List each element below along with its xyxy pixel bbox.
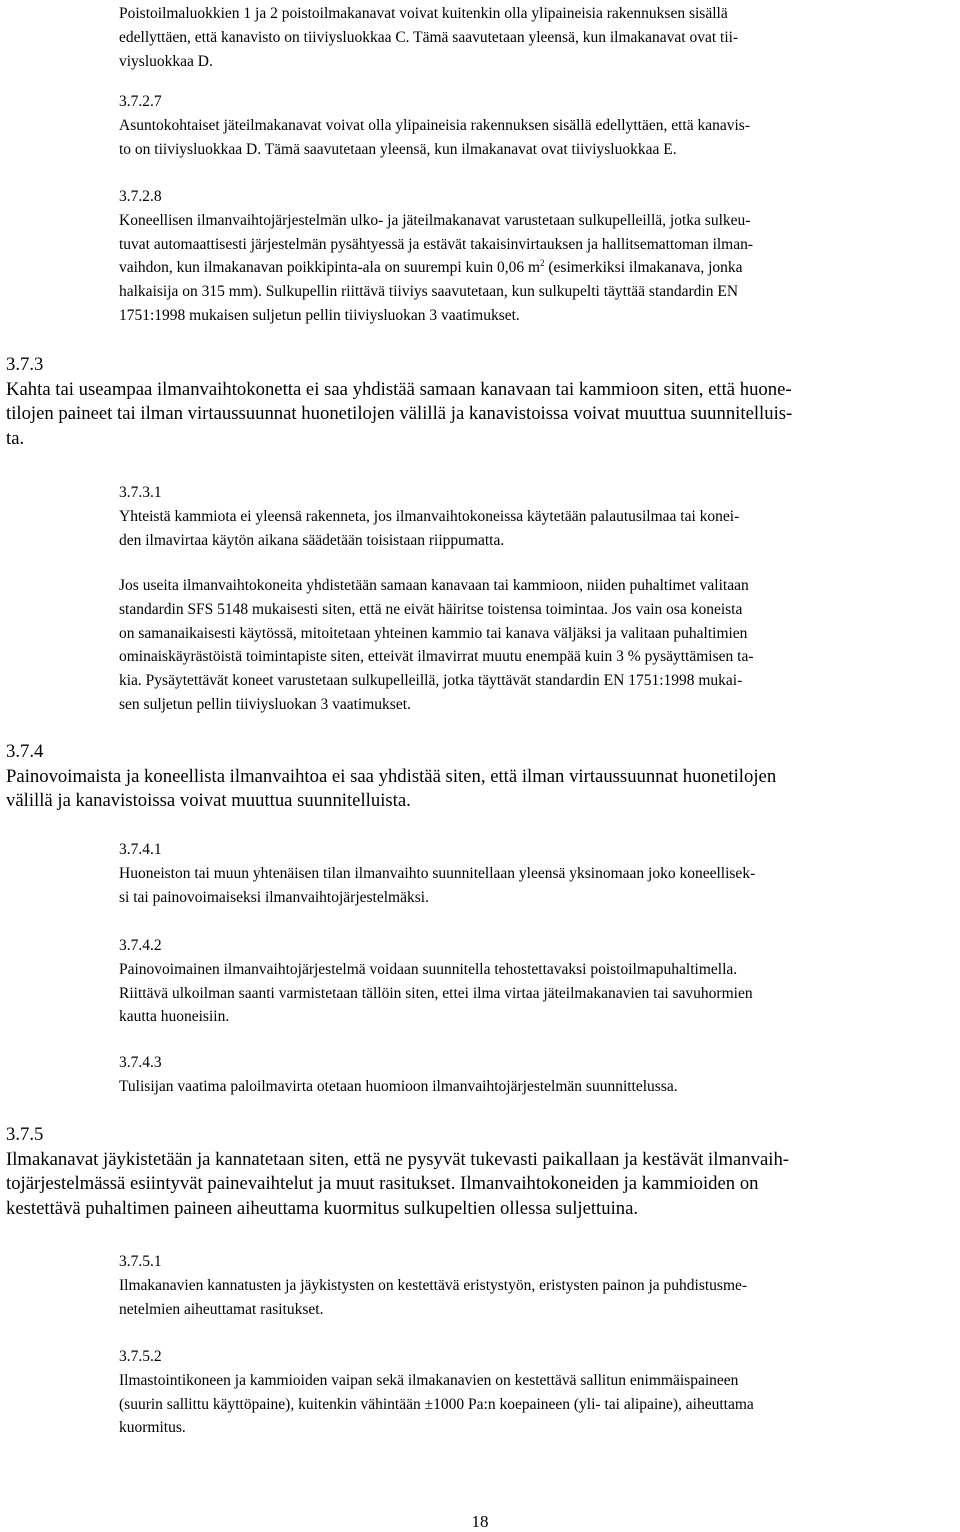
text-line: to on tiiviysluokkaa D. Tämä saavutetaan yleensä, kun ilmakanavat ovat tiiviysluokkaa E. [119, 140, 677, 158]
text-line: Painovoimaista ja koneellista ilmanvaihtoa ei saa yhdistää siten, että ilman virtaussuunnat huonetilojen [6, 765, 777, 787]
section-number: 3.7.5.1 [119, 1253, 162, 1270]
text-line: tilojen paineet tai ilman virtaussuunnat huonetilojen välillä ja kanavistoissa voivat muuttua suunnitelluis- [6, 403, 793, 425]
section-3-7-5 [6, 1123, 954, 1221]
text-line: Jos useita ilmanvaihtokoneita yhdistetään samaan kanavaan tai kammioon, niiden puhaltimet valitaan [119, 577, 749, 594]
text-line: tuvat automaattisesti järjestelmän pysähtyessä ja estävät takaisinvirtauksen ja hallitsemattoman ilman- [119, 235, 754, 253]
text-line: kestettävä puhaltimen paineen aiheuttama kuormitus sulkupeltien ollessa suljettuina. [6, 1197, 639, 1219]
text-line: sen suljetun pellin tiiviysluokan 3 vaatimukset. [119, 695, 411, 713]
section-3-7-2-8 [119, 185, 953, 328]
text-line: Painovoimainen ilmanvaihtojärjestelmä voidaan suunnitella tehostettavaksi poistoilmapuhaltimella. [119, 960, 738, 978]
section-number: 3.7.3.1 [119, 484, 162, 501]
text-line: Koneellisen ilmanvaihtojärjestelmän ulko- ja jäteilmakanavat varustetaan sulkupelleillä, jotka sulkeu- [119, 211, 751, 229]
section-3-7-4-3 [119, 1051, 953, 1099]
text-line: standardin SFS 5148 mukaisesti siten, että ne eivät häiritse toistensa toimintaa. Jos vain osa koneista [119, 600, 743, 618]
section-number: 3.7.4 [6, 741, 44, 762]
section-3-7-2-7 [119, 90, 953, 161]
text-line: ta. [6, 427, 25, 449]
section-3-7-5-2 [119, 1345, 953, 1440]
text-line: Yhteistä kammiota ei yleensä rakenneta, jos ilmanvaihtokoneissa käytetään palautusilmaa tai konei- [119, 507, 740, 525]
section-number: 3.7.3 [6, 354, 44, 375]
text-line: Ilmastointikoneen ja kammioiden vaipan sekä ilmakanavien on kestettävä sallitun enimmäispaineen [119, 1371, 739, 1389]
text-line: Tulisijan vaatima paloilmavirta otetaan huomioon ilmanvaihtojärjestelmän suunnittelussa. [119, 1077, 678, 1095]
section-3-7-4-2 [119, 934, 953, 1029]
section-number: 3.7.4.2 [119, 937, 162, 954]
text-line: den ilmavirtaa käytön aikana säädetään toisistaan riippumatta. [119, 531, 505, 549]
text-line: kautta huoneisiin. [119, 1008, 230, 1026]
section-number: 3.7.4.3 [119, 1054, 162, 1071]
text-line: netelmien aiheuttamat rasitukset. [119, 1300, 324, 1318]
text-line: viysluokkaa D. [119, 52, 213, 70]
section-3-7-5-1 [119, 1250, 953, 1321]
section-number: 3.7.2.8 [119, 188, 162, 205]
text-fragment: vaihdon, kun ilmakanavan poikkipinta-ala on suurempi kuin 0,06 m [119, 259, 541, 277]
text-line: tojärjestelmässä esiintyvät painevaihtelut ja muut rasitukset. Ilmanvaihtokoneiden ja kammioiden on [6, 1173, 759, 1195]
text-line: (suurin sallittu käyttöpaine), kuitenkin vähintään ±1000 Pa:n koepaineen (yli- tai alipaine), aiheuttama [119, 1395, 754, 1413]
text-line: Riittävä ulkoilman saanti varmistetaan tällöin siten, ettei ilma virtaa jäteilmakanavien tai savuhormien [119, 984, 753, 1002]
text-line: 1751:1998 mukaisen suljetun pellin tiiviysluokan 3 vaatimukset. [119, 306, 520, 324]
text-line: Poistoilmaluokkien 1 ja 2 poistoilmakanavat voivat kuitenkin olla ylipaineisia rakennuksen sisällä [119, 5, 728, 22]
text-fragment: (esimerkiksi ilmakanava, jonka [544, 259, 743, 277]
text-line: kuormitus. [119, 1419, 186, 1437]
text-line: Asuntokohtaiset jäteilmakanavat voivat olla ylipaineisia rakennuksen sisällä edellyttäen, että kanavis- [119, 116, 750, 134]
text-line: Kahta tai useampaa ilmanvaihtokonetta ei saa yhdistää samaan kanavaan tai kammioon siten, että huone- [6, 378, 792, 400]
section-3-7-3-1 [119, 481, 953, 552]
text-line: kia. Pysäytettävät koneet varustetaan sulkupelleillä, jotka täyttävät standardin EN 1751:1998 mukai- [119, 672, 743, 690]
superscript: 2 [540, 258, 545, 269]
section-number: 3.7.4.1 [119, 841, 162, 858]
section-3-7-3-1-paragraph-2 [119, 574, 953, 717]
section-3-7-3 [6, 353, 954, 451]
text-line: Huoneiston tai muun yhtenäisen tilan ilmanvaihto suunnitellaan yleensä yksinomaan joko koneellisek- [119, 864, 756, 882]
section-number: 3.7.5.2 [119, 1348, 162, 1365]
section-3-7-4 [6, 740, 954, 814]
text-line: Ilmakanavien kannatusten ja jäykistysten on kestettävä eristystyön, eristysten painon ja puhdistusme- [119, 1276, 748, 1294]
section-number: 3.7.2.7 [119, 93, 162, 110]
intro-paragraph [119, 2, 953, 73]
text-line: edellyttäen, että kanavisto on tiiviysluokkaa C. Tämä saavutetaan yleensä, kun ilmakanavat ovat tii- [119, 28, 739, 46]
text-line: välillä ja kanavistoissa voivat muuttua suunnitelluista. [6, 790, 411, 812]
section-3-7-4-1 [119, 838, 953, 909]
page-number: 18 [471, 1512, 489, 1531]
text-line: on samanaikaisesti käytössä, mitoitetaan yhteinen kammio tai kanava väljäksi ja valitaan puhaltimien [119, 624, 748, 642]
text-line: ominaiskäyrästöistä toimintapiste siten, etteivät ilmavirrat muutu enempää kuin 3 % pysäyttämisen ta- [119, 648, 754, 666]
text-line: Ilmakanavat jäykistetään ja kannatetaan siten, että ne pysyvät tukevasti paikallaan ja kestävät ilmanvaih- [6, 1148, 790, 1170]
text-line: si tai painovoimaiseksi ilmanvaihtojärjestelmäksi. [119, 888, 429, 906]
text-line: halkaisija on 315 mm). Sulkupellin riittävä tiiviys saavutetaan, kun sulkupelti täyttää standardin EN [119, 283, 739, 301]
text-line [119, 256, 953, 280]
section-number: 3.7.5 [6, 1124, 44, 1145]
